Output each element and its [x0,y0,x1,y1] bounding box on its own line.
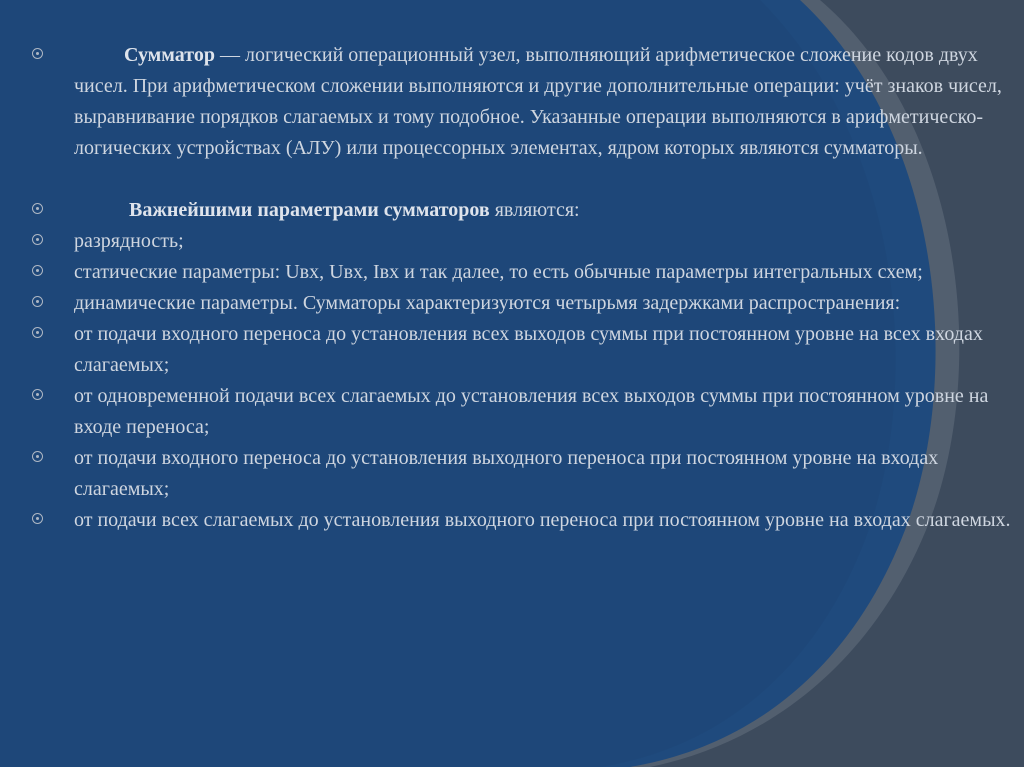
list-item: разрядность; [32,226,1012,257]
list-item: от одновременной подачи всех слагаемых до установления всех выходов суммы при постоянном уровне на входе переноса; [32,381,1012,443]
list-item: от подачи входного переноса до установления выходного переноса при постоянном уровне на входах слагаемых; [32,443,1012,505]
list-item: динамические параметры. Сумматоры характеризуются четырьмя задержками распространения: [32,288,1012,319]
definition-text: — логический операционный узел, выполняющий арифметическое сложение кодов двух чисел. При арифметическом сложении выполняются и другие дополнительные операции: учёт знаков чисел, выравнивание порядков слагаемых и тому подобное. Указанные операции выполняются в арифметическо-логических устройствах (АЛУ) или процессорных элементах, ядром которых являются сумматоры. [74,44,1002,159]
list-item: от подачи входного переноса до установления всех выходов суммы при постоянном уровне на всех входах слагаемых; [32,319,1012,381]
paragraph-parameters-intro [32,195,1012,226]
term-summator: Сумматор [124,44,215,66]
bullet-icon [32,327,43,338]
bullet-icon [32,234,43,245]
bullet-icon [32,203,43,214]
bullet-icon [32,451,43,462]
bullet-icon [32,296,43,307]
term-parameters: Важнейшими параметрами сумматоров [129,199,490,221]
bullet-icon [32,389,43,400]
list-item: статические параметры: Uвх, Uвх, Iвх и так далее, то есть обычные параметры интегральных схем; [32,257,1012,288]
list-item: от подачи всех слагаемых до установления выходного переноса при постоянном уровне на входах слагаемых. [32,505,1012,536]
slide-content [32,40,1012,536]
bullet-icon [32,48,43,59]
parameters-intro-text: являются: [489,199,580,221]
paragraph-adder-definition [32,40,1012,164]
bullet-icon [32,513,43,524]
bullet-icon [32,265,43,276]
